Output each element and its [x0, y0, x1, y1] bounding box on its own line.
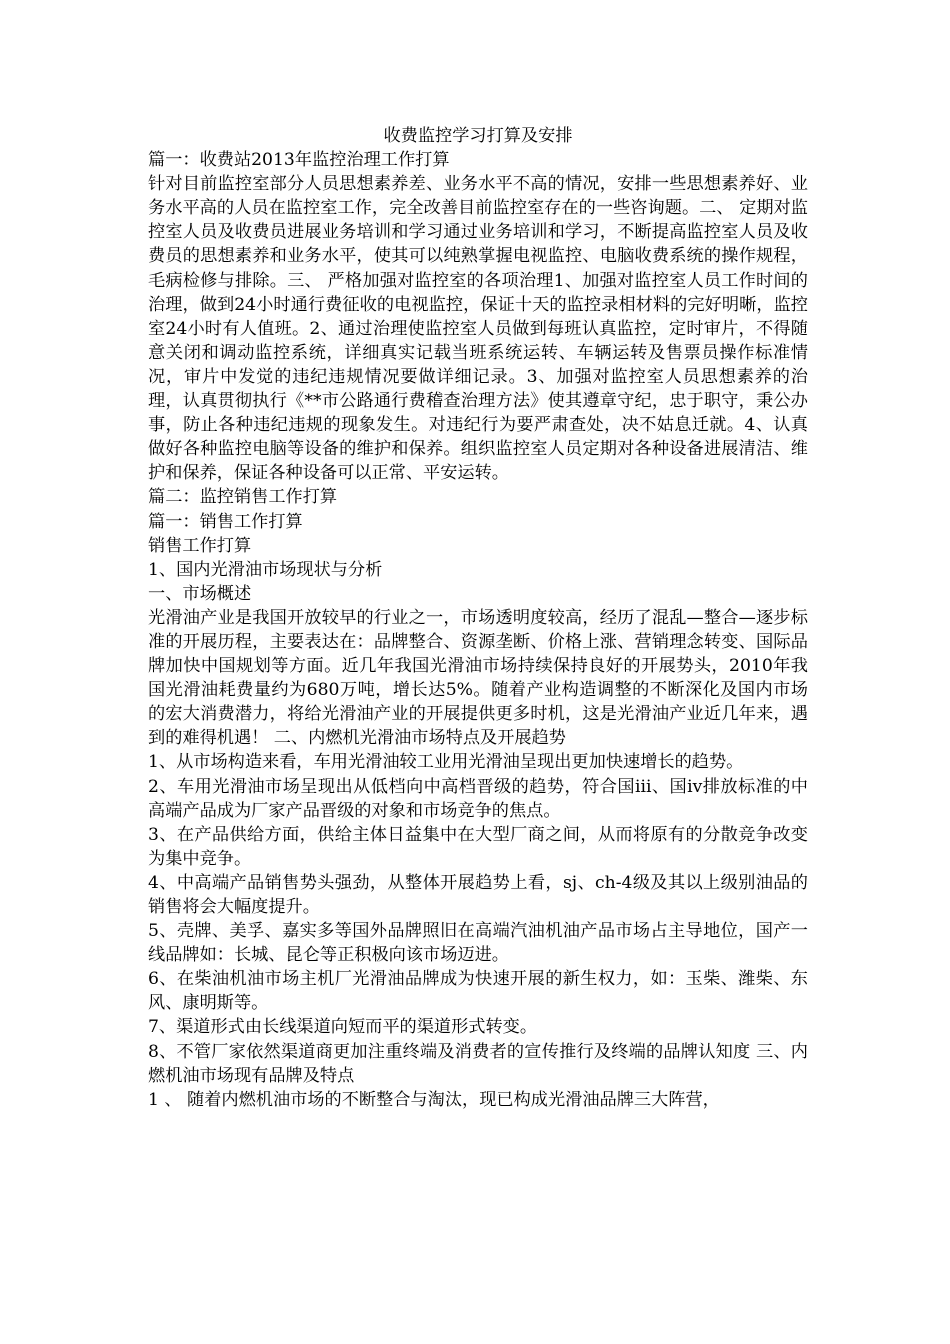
- list-item-8: 8、不管厂家依然渠道商更加注重终端及消费者的宣传推行及终端的品牌认知度 三、内燃机油市场现有品牌及特点: [148, 1041, 808, 1086]
- body-paragraph-2: 光滑油产业是我国开放较早的行业之一，市场透明度较高，经历了混乱—整合—逐步标准的开展历程，主要表达在：品牌整合、资源垄断、价格上涨、营销理念转变、国际品牌加快中国规划等方面。近几年我国光滑油市场持续保持良好的开展势头，2010年我国光滑油耗费量约为680万吨，增长达5%。随着产业构造调整的不断深化及国内市场的宏大消费潜力，将给光滑油产业的开展提供更多时机，这是光滑油产业近几年来，遇到的难得机遇！ 二、内燃机光滑油市场特点及开展趋势: [148, 607, 808, 749]
- list-item-5: 5、壳牌、美孚、嘉实多等国外品牌照旧在高端汽油机油产品市场占主导地位，国产一线品牌如：长城、昆仑等正积极向该市场迈进。: [148, 921, 808, 966]
- list-item-3: 3、在产品供给方面，供给主体日益集中在大型厂商之间，从而将原有的分散竞争改变为集中竞争。: [148, 824, 808, 869]
- section-heading-3: 篇一：销售工作打算: [148, 511, 303, 532]
- list-item-9: 1 、 随着内燃机油市场的不断整合与淘汰，现已构成光滑油品牌三大阵营，: [148, 1089, 720, 1110]
- list-item-7: 7、渠道形式由长线渠道向短而平的渠道形式转变。: [148, 1017, 538, 1038]
- list-item-1: 1、从市场构造来看，车用光滑油较工业用光滑油呈现出更加快速增长的趋势。: [148, 752, 744, 773]
- body-paragraph-1: 针对目前监控室部分人员思想素养差、业务水平不高的情况，安排一些思想素养好、业务水平高的人员在监控室工作，完全改善目前监控室存在的一些咨询题。二、 定期对监控室人员及收费员进展业务培训和学习通过业务培训和学习，不断提高监控室人员及收费员的思想素养和业务水平，使其可以纯熟掌握电视监控、电脑收费系统的操作规程，毛病检修与排除。三、 严格加强对监控室的各项治理1、加强对监控室人员工作时间的治理，做到24小时通行费征收的电视监控，保证十天的监控录相材料的完好明晰，监控室24小时有人值班。2、通过治理使监控室人员做到每班认真监控，定时审片，不得随意关闭和调动监控系统，详细真实记载当班系统运转、车辆运转及售票员操作标准情况，审片中发觉的违纪违规情况要做详细记录。3、加强对监控室人员思想素养的治理，认真贯彻执行《**市公路通行费稽查治理方法》使其遵章守纪，忠于职守，秉公办事，防止各种违纪违规的现象发生。对违纪行为要严肃查处，决不姑息迁就。4、认真做好各种监控电脑等设备的维护和保养。组织监控室人员定期对各种设备进展清洁、维护和保养，保证各种设备可以正常、平安运转。: [148, 174, 808, 484]
- list-item-6: 6、在柴油机油市场主机厂光滑油品牌成为快速开展的新生权力，如：玉柴、潍柴、东风、康明斯等。: [148, 969, 808, 1014]
- section-heading-2: 篇二：监控销售工作打算: [148, 487, 338, 508]
- document-title: 收费监控学习打算及安排: [383, 126, 573, 146]
- section-heading-5: 1、国内光滑油市场现状与分析: [148, 559, 383, 580]
- document-page: [148, 124, 808, 1112]
- section-heading-6: 一、市场概述: [148, 583, 252, 604]
- list-item-4: 4、中高端产品销售势头强劲，从整体开展趋势上看，sj、ch-4级及其以上级别油品的销售将会大幅度提升。: [148, 872, 808, 917]
- list-item-2: 2、车用光滑油市场呈现出从低档向中高档晋级的趋势，符合国iii、国iv排放标准的中高端产品成为厂家产品晋级的对象和市场竞争的焦点。: [148, 776, 808, 821]
- section-heading-1: 篇一：收费站2013年监控治理工作打算: [148, 150, 450, 171]
- section-heading-4: 销售工作打算: [148, 535, 252, 556]
